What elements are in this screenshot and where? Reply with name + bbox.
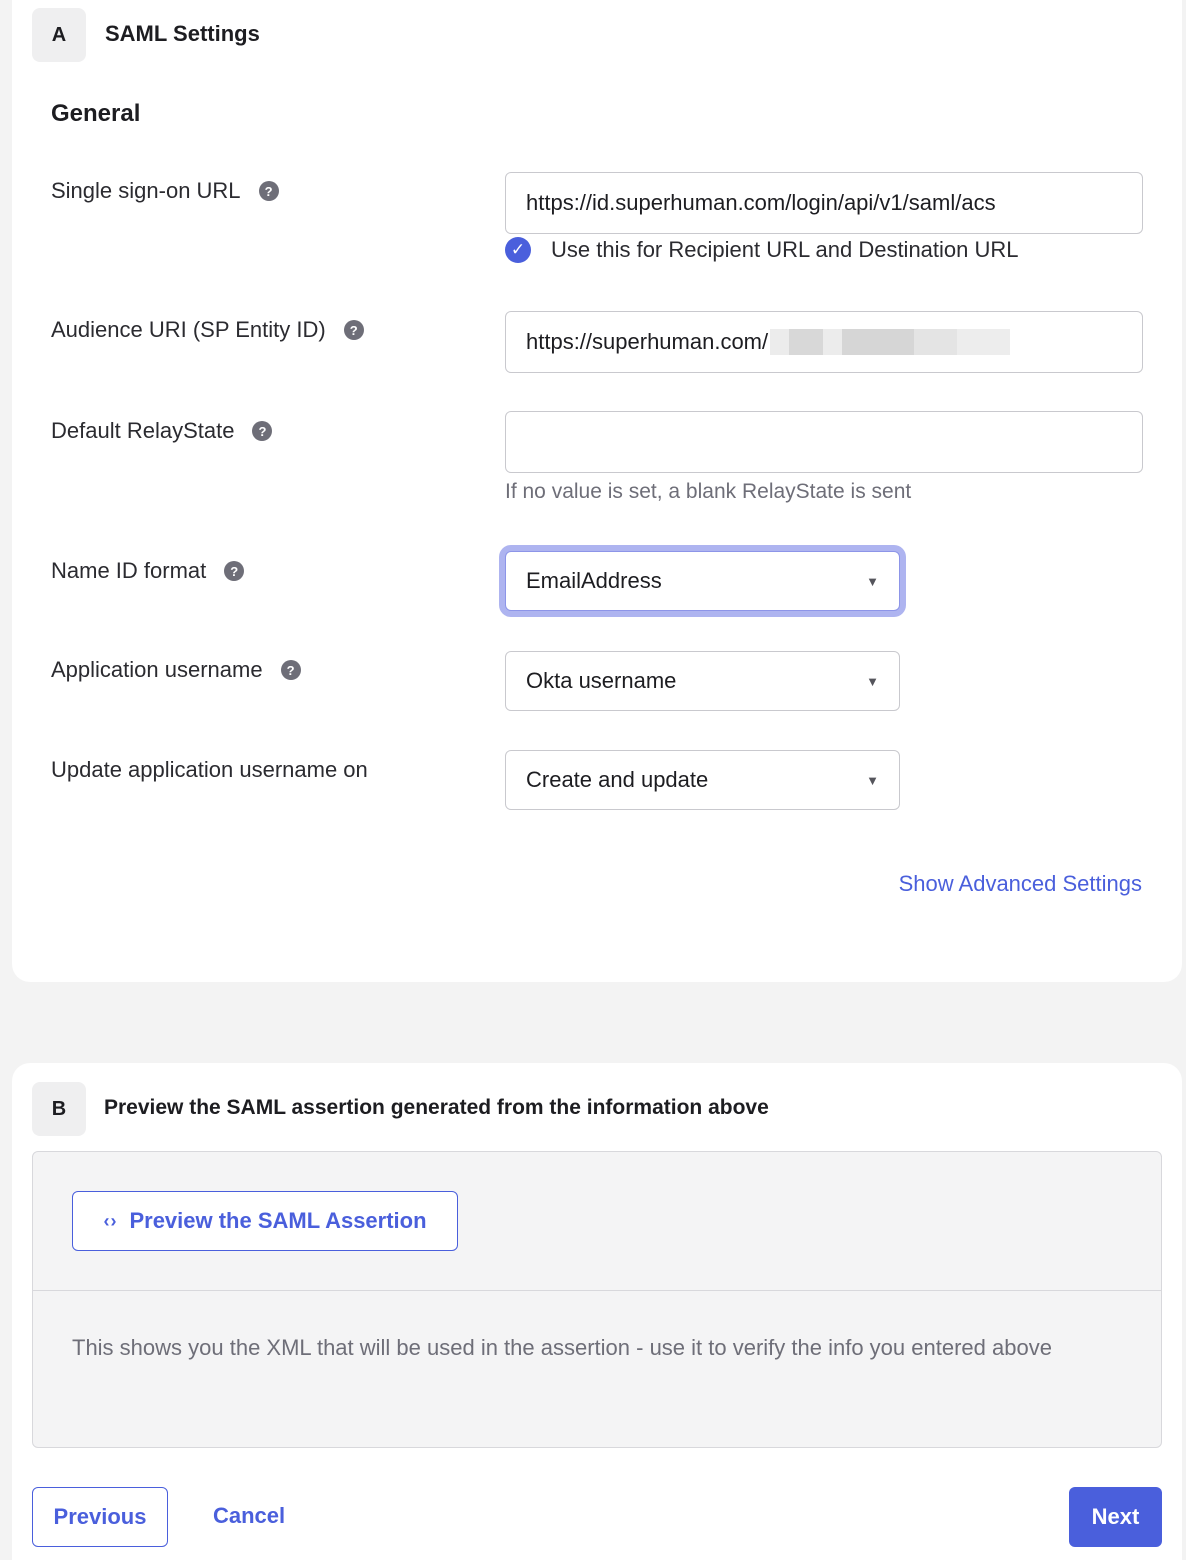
help-icon[interactable]: ? — [281, 660, 301, 680]
preview-divider — [33, 1290, 1161, 1291]
step-badge-b: B — [32, 1082, 86, 1136]
redacted-block — [770, 329, 1010, 355]
chevron-down-icon: ▼ — [866, 573, 879, 589]
general-heading: General — [51, 100, 141, 127]
cancel-button[interactable]: Cancel — [213, 1503, 286, 1528]
preview-saml-assertion-button[interactable] — [72, 1191, 458, 1251]
previous-button[interactable]: Previous — [32, 1487, 168, 1547]
preview-saml-assertion-label: Preview the SAML Assertion — [129, 1208, 427, 1233]
chevron-down-icon: ▼ — [866, 673, 879, 689]
update-username-select[interactable] — [505, 750, 900, 810]
sso-url-input[interactable] — [505, 172, 1143, 234]
help-icon[interactable]: ? — [252, 421, 272, 441]
audience-uri-label-text: Audience URI (SP Entity ID) — [51, 317, 326, 342]
code-icon: ‹› — [103, 1210, 118, 1231]
saml-settings-card — [12, 0, 1182, 982]
app-username-label — [51, 657, 301, 683]
help-icon[interactable]: ? — [344, 320, 364, 340]
relay-state-input[interactable] — [505, 411, 1143, 473]
app-username-select[interactable] — [505, 651, 900, 711]
recipient-url-checkbox-row[interactable] — [505, 237, 1019, 263]
sso-url-value: https://id.superhuman.com/login/api/v1/saml/acs — [526, 190, 996, 215]
preview-description: This shows you the XML that will be used in the assertion - use it to verify the info you entered above — [72, 1335, 1052, 1360]
step-badge-a: A — [32, 8, 86, 62]
section-title-saml-settings: SAML Settings — [105, 21, 260, 46]
name-id-format-label-text: Name ID format — [51, 558, 207, 583]
saml-preview-card — [12, 1063, 1182, 1560]
next-button[interactable]: Next — [1069, 1487, 1162, 1547]
section-title-preview: Preview the SAML assertion generated from the information above — [104, 1096, 769, 1119]
app-username-selected: Okta username — [526, 668, 677, 693]
chevron-down-icon: ▼ — [866, 772, 879, 788]
show-advanced-settings-link[interactable]: Show Advanced Settings — [898, 871, 1142, 896]
update-username-label-text: Update application username on — [51, 757, 368, 782]
audience-uri-input[interactable] — [505, 311, 1143, 373]
app-username-label-text: Application username — [51, 657, 263, 682]
name-id-format-select[interactable] — [505, 551, 900, 611]
audience-uri-label — [51, 317, 364, 343]
audience-uri-value: https://superhuman.com/ — [526, 329, 769, 354]
preview-panel — [32, 1151, 1162, 1448]
sso-url-label — [51, 178, 279, 204]
update-username-selected: Create and update — [526, 767, 709, 792]
help-icon[interactable]: ? — [224, 561, 244, 581]
update-username-label — [51, 757, 368, 783]
sso-url-label-text: Single sign-on URL — [51, 178, 241, 203]
relay-state-hint: If no value is set, a blank RelayState is sent — [505, 480, 912, 503]
relay-state-label-text: Default RelayState — [51, 418, 235, 443]
relay-state-label — [51, 418, 272, 444]
name-id-format-selected: EmailAddress — [526, 568, 662, 593]
name-id-format-label — [51, 558, 244, 584]
help-icon[interactable]: ? — [259, 181, 279, 201]
recipient-url-checkbox-label: Use this for Recipient URL and Destination URL — [551, 237, 1019, 262]
check-icon[interactable]: ✓ — [505, 237, 531, 263]
